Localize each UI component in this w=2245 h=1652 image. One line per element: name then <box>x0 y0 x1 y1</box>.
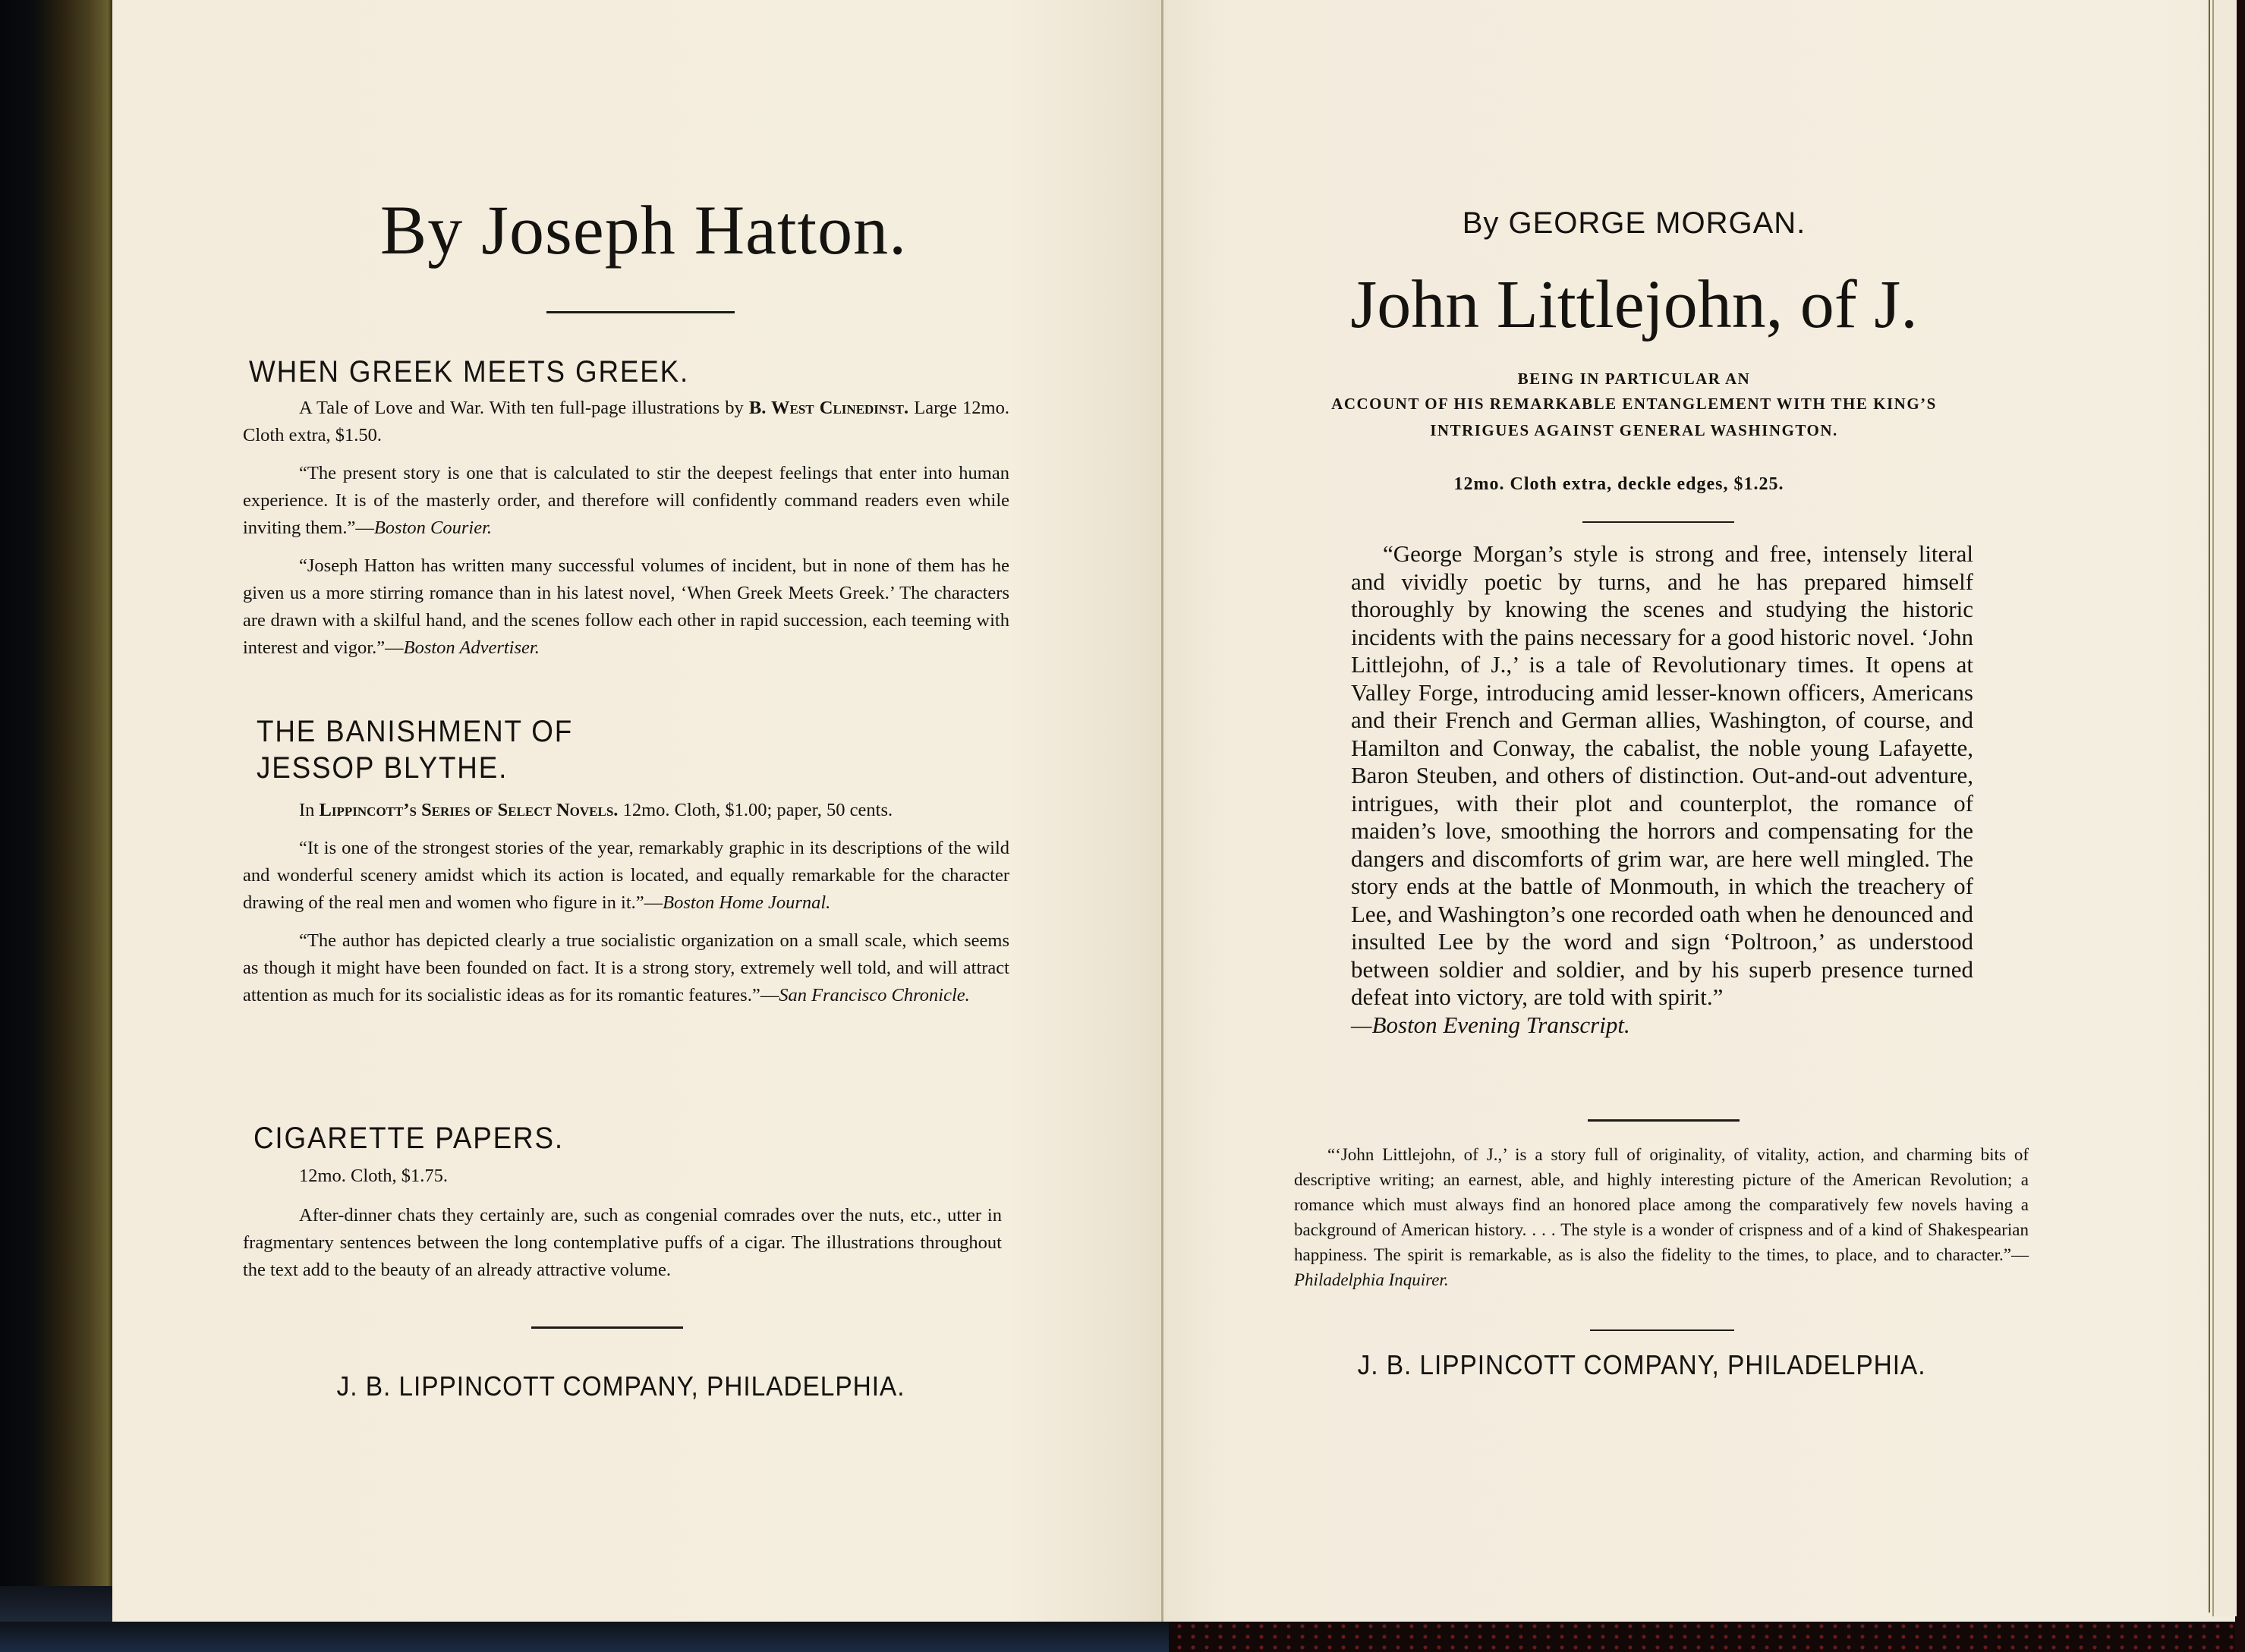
book-title: John Littlejohn, of J. <box>1350 267 1918 342</box>
review-source: Philadelphia Inquirer. <box>1294 1270 1449 1289</box>
subtitle-line-3: INTRIGUES AGAINST GENERAL WASHINGTON. <box>1430 421 1838 439</box>
divider-rule <box>1582 521 1734 523</box>
book-binding-left <box>0 0 112 1652</box>
review-source: Boston Advertiser. <box>403 637 540 658</box>
book-details <box>243 395 1009 672</box>
book-description: After-dinner chats they certainly are, such as congenial comrades over the nuts, etc., utter in fragmentary sentences between the long contemplative puffs of a cigar. The illustrations throughout the text add to the beauty of an already attractive volume. <box>243 1205 1002 1280</box>
publisher-footer: J. B. LIPPINCOTT COMPANY, PHILADELPHIA. <box>336 1370 905 1402</box>
price-line: 12mo. Cloth extra, deckle edges, $1.25. <box>1453 474 1784 494</box>
author-heading: By GEORGE MORGAN. <box>1462 206 1806 240</box>
book-details <box>243 797 1009 1020</box>
review-text: “George Morgan’s style is strong and free, intensely literal and vividly poetic by turns, and he has prepared himself thoroughly by knowing the scenes and studying the historic incidents with the pains necessary for a good historic novel. ‘John Littlejohn, of J.,’ is a tale of Revolutionary times. It opens at Valley Forge, introducing amid lesser-known officers, Americans and their French and German allies, Washington, of course, and Hamilton and Conway, the cabalist, the noble young Lafayette, Baron Steuben, and others of distinction. Out-and-out adventure, intrigues, with their plot and counterplot, the romance of maiden’s love, smoothing the horrors and compensating for the dangers and discomforts of grim war, are here well mingled. The story ends at the battle of Monmouth, in which the treachery of Lee, and Washington’s one recorded oath when he denounced and insulted Lee by the word and sign ‘Poltroon,’ as understood between soldier and soldier, and by his superb presence turned defeat into victory, are told with spirit.” <box>1351 540 1973 1010</box>
details-text: In <box>299 800 320 820</box>
review-text: “It is one of the strongest stories of the year, remarkably graphic in its descriptions of the wild and wonderful scenery amidst which its action is located, and equally remarkable for the character drawing of the real men and women who figure in it.”— <box>243 838 1009 913</box>
illustrator-name: B. West Clinedinst. <box>748 398 909 418</box>
review-source: San Francisco Chronicle. <box>779 985 970 1005</box>
left-page <box>112 0 1163 1622</box>
review-text: “‘John Littlejohn, of J.,’ is a story full of originality, of vitality, action, and charming bits of descriptive writing; an earnest, able, and highly interesting picture of the American Revolution; a romance which must always find an honored place among the comparatively few novels having a background of American history. . . . The style is a wonder of crispness and of a kind of Shakespearian happiness. The spirit is remarkable, as is also the fidelity to the times, to place, and to character.”— <box>1294 1145 2029 1264</box>
page-gutter <box>1161 0 1163 1622</box>
subtitle-line-2: ACCOUNT OF HIS REMARKABLE ENTANGLEMENT WITH THE KING’S <box>1331 395 1937 413</box>
divider-rule <box>1588 1119 1740 1122</box>
book-title-cigarette-papers: CIGARETTE PAPERS. <box>253 1122 564 1155</box>
review-text: “Joseph Hatton has written many successful volumes of incident, but in none of them has he given us a more stirring romance than in his latest novel, ‘When Greek Meets Greek.’ The characters are drawn with a skilful hand, and the scenes follow each other in rapid succession, each teeming with interest and vigor.”— <box>243 555 1009 658</box>
book-title-banishment-line1: THE BANISHMENT OF <box>257 715 574 748</box>
details-price: 12mo. Cloth, $1.75. <box>299 1166 449 1186</box>
details-price: 12mo. Cloth, $1.00; paper, 50 cents. <box>618 800 893 820</box>
page-edge-line <box>2209 0 2210 1613</box>
review-source: Boston Home Journal. <box>663 892 831 913</box>
book-details <box>243 1163 1002 1295</box>
series-name: Lippincott’s Series of Select Novels. <box>319 800 619 820</box>
book-title-when-greek-meets-greek: WHEN GREEK MEETS GREEK. <box>249 355 690 389</box>
divider-rule <box>531 1326 683 1329</box>
subtitle-line-1: BEING IN PARTICULAR AN <box>1517 370 1751 388</box>
details-price: Large 12mo. Cloth extra, $1.50. <box>243 398 1009 445</box>
page-edges <box>2212 0 2237 1616</box>
publisher-footer: J. B. LIPPINCOTT COMPANY, PHILADELPHIA. <box>1357 1349 1926 1380</box>
review-text: “The present story is one that is calculated to stir the deepest feelings that enter into human experience. It is of the masterly order, and therefore will confidently command readers even while inviting them.”— <box>243 463 1009 538</box>
right-page <box>1163 0 2235 1622</box>
review-source: Boston Courier. <box>373 518 493 538</box>
background-bottom <box>0 1622 1169 1652</box>
divider-rule <box>546 311 735 313</box>
divider-rule <box>1590 1329 1734 1331</box>
review-second <box>1294 1142 2029 1292</box>
author-heading: By Joseph Hatton. <box>379 191 908 269</box>
details-text: A Tale of Love and War. With ten full-page illustrations by <box>299 398 749 418</box>
review-main <box>1351 540 1973 1039</box>
review-text: “The author has depicted clearly a true socialistic organization on a small scale, which seems as though it might have been founded on fact. It is a strong story, extremely well told, and will attract attention as much for its socialistic ideas as for its romantic features.”— <box>243 930 1009 1005</box>
review-source: —Boston Evening Transcript. <box>1351 1011 1630 1038</box>
book-title-banishment-line2: JESSOP BLYTHE. <box>257 751 509 785</box>
